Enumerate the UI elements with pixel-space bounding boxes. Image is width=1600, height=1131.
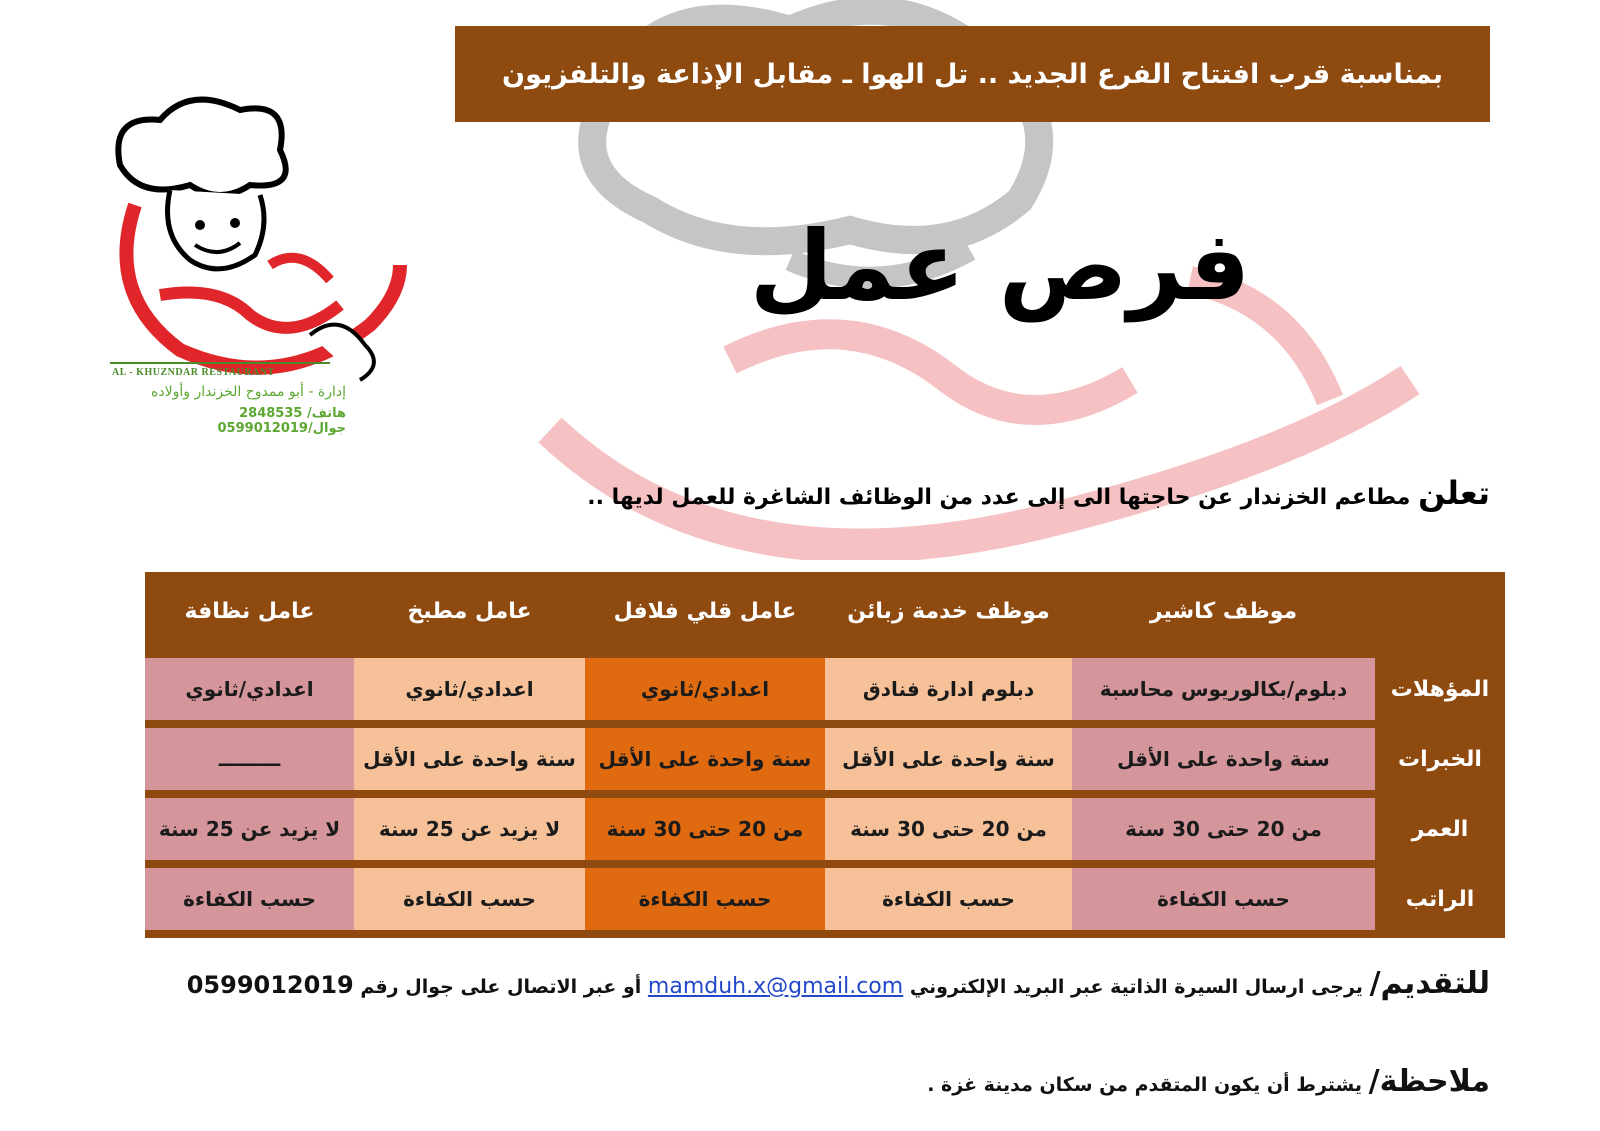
page-title: فرص عمل [749, 210, 1251, 322]
table-row [145, 720, 1505, 790]
announcement-text: مطاعم الخزندار عن حاجتها الى إلى عدد من الوظائف الشاغرة للعمل لديها .. [587, 485, 1411, 510]
logo-management: إدارة - أبو ممدوح الخزندار وأولاده [151, 384, 346, 400]
table-cell: اعدادي/ثانوي [145, 650, 354, 720]
table-cell: من 20 حتى 30 سنة [585, 790, 825, 860]
row-label: الراتب [1375, 860, 1505, 938]
column-header: موظف كاشير [1149, 598, 1298, 624]
row-label: المؤهلات [1375, 650, 1505, 720]
announcement-lead: تعلن [1418, 474, 1490, 512]
table-cell: اعدادي/ثانوي [585, 650, 825, 720]
apply-text-1: يرجى ارسال السيرة الذاتية عبر البريد الإلكتروني [909, 976, 1363, 998]
table-cell: من 20 حتى 30 سنة [825, 790, 1072, 860]
corner-cell [1375, 572, 1505, 650]
note-text: يشترط أن يكون المتقدم من سكان مدينة غزة . [927, 1074, 1363, 1096]
table-row [145, 650, 1505, 720]
table-cell: دبلوم ادارة فنادق [825, 650, 1072, 720]
apply-text-2: أو عبر الاتصال على جوال رقم [360, 976, 642, 998]
table-cell: سنة واحدة على الأقل [1072, 720, 1375, 790]
row-label: العمر [1375, 790, 1505, 860]
email-link[interactable]: mamduh.x@gmail.com [647, 974, 904, 999]
table-cell: ـــــــــ [145, 720, 354, 790]
table-cell: حسب الكفاءة [825, 860, 1072, 938]
logo-english-name: AL - KHUZNDAR RESTAURANT [112, 367, 275, 378]
table-cell: حسب الكفاءة [354, 860, 585, 938]
announcement [470, 474, 1490, 512]
column-header: موظف خدمة زبائن [847, 598, 1050, 624]
note-lead: ملاحظة/ [1368, 1064, 1490, 1099]
table-cell: من 20 حتى 30 سنة [1072, 790, 1375, 860]
column-header: عامل نظافة [184, 598, 315, 624]
table-cell: حسب الكفاءة [1072, 860, 1375, 938]
apply-instructions [160, 966, 1490, 1001]
column-header: عامل مطبخ [407, 598, 532, 624]
top-banner [455, 26, 1490, 122]
column-header: عامل قلي فلافل [613, 598, 797, 624]
note [160, 1064, 1490, 1099]
banner-text: بمناسبة قرب افتتاح الفرع الجديد .. تل الهوا ـ مقابل الإذاعة والتلفزيون [502, 58, 1443, 90]
table-cell: حسب الكفاءة [145, 860, 354, 938]
table-row [145, 860, 1505, 938]
table-cell: حسب الكفاءة [585, 860, 825, 938]
apply-lead: للتقديم/ [1369, 966, 1490, 1001]
table-cell: لا يزيد عن 25 سنة [354, 790, 585, 860]
jobs-table [145, 572, 1505, 938]
apply-phone: 0599012019 [186, 971, 354, 999]
table-cell: لا يزيد عن 25 سنة [145, 790, 354, 860]
table-cell: دبلوم/بكالوريوس محاسبة [1072, 650, 1375, 720]
table-cell: سنة واحدة على الأقل [585, 720, 825, 790]
table-cell: سنة واحدة على الأقل [354, 720, 585, 790]
table-cell: اعدادي/ثانوي [354, 650, 585, 720]
table-cell: سنة واحدة على الأقل [825, 720, 1072, 790]
table-header-row [145, 572, 1505, 650]
table-row [145, 790, 1505, 860]
row-label: الخبرات [1375, 720, 1505, 790]
logo-phone: هاتف/ 2848535 جوال/0599012019 [217, 406, 346, 436]
